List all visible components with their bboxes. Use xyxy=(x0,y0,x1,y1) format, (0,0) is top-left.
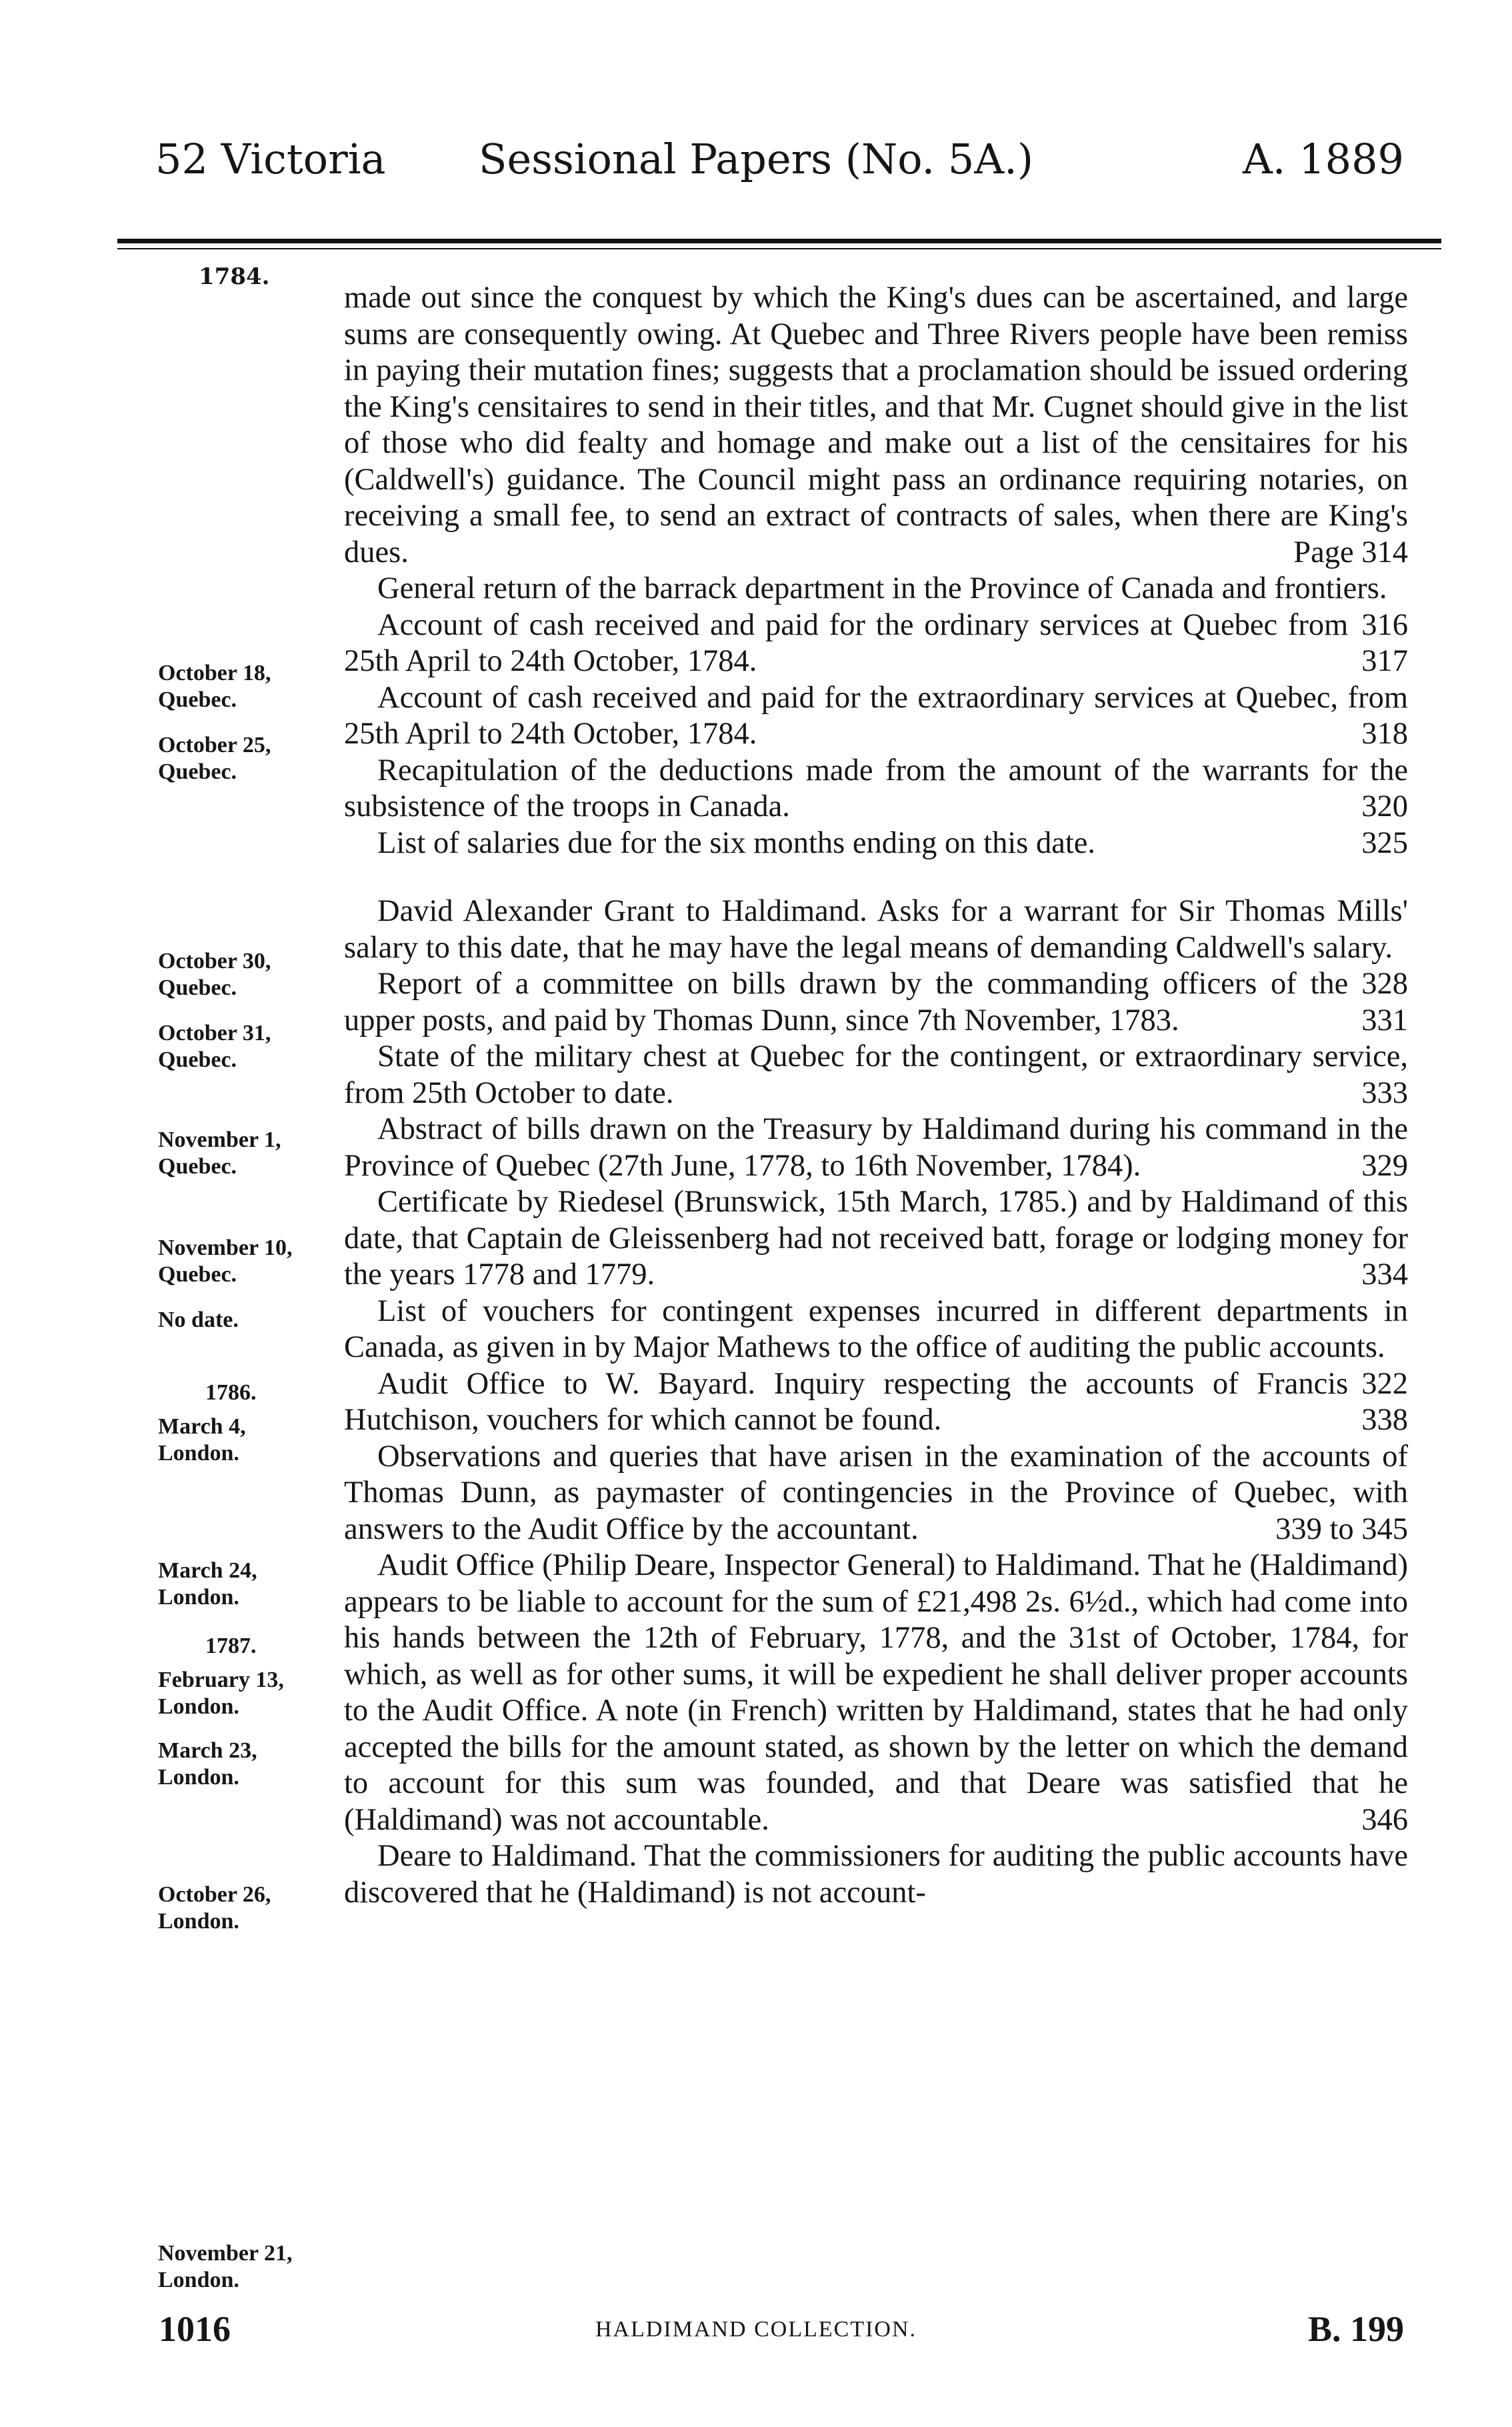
page-reference: 339 to 345 xyxy=(1275,1512,1408,1546)
margin-date: No date. xyxy=(158,1308,239,1332)
page-reference: 322 xyxy=(1361,1366,1408,1401)
calendar-entry: Abstract of bills drawn on the Treasury by Haldimand during his command in the Province of Quebec (27th June, 1778, to 16th November, 1784). 329 xyxy=(344,1111,1408,1184)
footer-collection: HALDIMAND COLLECTION. xyxy=(595,2317,917,2342)
calendar-body xyxy=(344,280,1408,1911)
page-reference: 329 xyxy=(1361,1148,1408,1183)
margin-date: November 1, Quebec. xyxy=(158,1127,281,1179)
margin-year: 1787. xyxy=(205,1634,257,1658)
page-reference: 317 xyxy=(1361,644,1408,678)
margin-date: October 31, Quebec. xyxy=(158,1021,271,1072)
margin-date: March 4, London. xyxy=(158,1414,246,1466)
calendar-entry: List of salaries due for the six months ending on this date. 325 xyxy=(344,825,1408,862)
calendar-entry: Deare to Haldimand. That the commissioners for auditing the public accounts have discovered that he (Haldimand) is not account- xyxy=(344,1839,1408,1910)
calendar-entry: Audit Office (Philip Deare, Inspector General) to Haldimand. That he (Haldimand) appears to be liable to account for the sum of £21,498 2s. 6½d., which had come into his hands between the 12th of February, 1778, and the 31st of October, 1784, for which, as well as for other sums, it will be expedient he shall deliver proper accounts to the Audit Office. A note (in French) written by Haldimand, states that he had only accepted the bills for the amount stated, as shown by the letter on which the demand to account for this sum was founded, and that Deare was satisfied that he (Haldimand) was not accountable. 346 xyxy=(344,1548,1408,1838)
margin-date: March 24, London. xyxy=(158,1558,257,1610)
calendar-entry: Account of cash received and paid for the ordinary services at Quebec from 25th April to 24th October, 1784. 317 xyxy=(344,607,1408,680)
header-rule-thin xyxy=(117,248,1441,249)
header-rule-thick xyxy=(117,239,1441,243)
margin-date: October 25, Quebec. xyxy=(158,733,271,784)
margin-date: October 18, Quebec. xyxy=(158,661,271,712)
calendar-entry: General return of the barrack department in the Province of Canada and frontiers. 316 xyxy=(344,571,1408,607)
top-year: 1784. xyxy=(199,263,270,290)
calendar-entry: State of the military chest at Quebec for the contingent, or extraordinary service, from 25th October to date. 333 xyxy=(344,1039,1408,1111)
margin-date: October 30, Quebec. xyxy=(158,949,271,1000)
footer-signature-mark: B. 199 xyxy=(1307,2309,1404,2349)
footer-page-number: 1016 xyxy=(159,2309,231,2349)
calendar-entry: Audit Office to W. Bayard. Inquiry respecting the accounts of Francis Hutchison, vouchers for which cannot be found. 338 xyxy=(344,1366,1408,1439)
margin-date: October 26, London. xyxy=(158,1882,271,1934)
page-reference: 338 xyxy=(1361,1403,1408,1437)
header-year: A. 1889 xyxy=(1243,135,1404,183)
header-session: 52 Victoria xyxy=(155,135,386,183)
margin-date: November 10, Quebec. xyxy=(158,1236,293,1287)
page-reference: 318 xyxy=(1361,717,1408,751)
page-reference: Page 314 xyxy=(1293,535,1408,569)
calendar-entry: Report of a committee on bills drawn by the commanding officers of the upper posts, and paid by Thomas Dunn, since 7th November, 1783. 331 xyxy=(344,966,1408,1039)
page-reference: 346 xyxy=(1361,1802,1408,1837)
calendar-entry: Observations and queries that have arisen in the examination of the accounts of Thomas Dunn, as paymaster of contingencies in the Province of Quebec, with answers to the Audit Office by the accountant. 339 to 345 xyxy=(344,1439,1408,1548)
page-reference: 333 xyxy=(1361,1075,1408,1110)
margin-year: 1786. xyxy=(205,1380,257,1405)
margin-date: March 23, London. xyxy=(158,1738,257,1790)
margin-date: November 21, London. xyxy=(158,2241,293,2292)
page-reference: 316 xyxy=(1361,607,1408,642)
header-title: Sessional Papers (No. 5A.) xyxy=(478,135,1034,183)
calendar-entry: List of vouchers for contingent expenses incurred in different departments in Canada, as given in by Major Mathews to the office of auditing the public accounts. 322 xyxy=(344,1294,1408,1366)
page-reference: 320 xyxy=(1361,789,1408,823)
page-reference: 325 xyxy=(1361,825,1408,860)
calendar-entry: Account of cash received and paid for the extraordinary services at Quebec, from 25th April to 24th October, 1784. 318 xyxy=(344,680,1408,753)
calendar-entry: Recapitulation of the deductions made from the amount of the warrants for the subsistence of the troops in Canada. 320 xyxy=(344,753,1408,825)
page-reference: 331 xyxy=(1361,1003,1408,1037)
page-reference: 328 xyxy=(1361,967,1408,1001)
page-reference: 334 xyxy=(1361,1258,1408,1292)
calendar-entry: made out since the conquest by which the King's dues can be ascertained, and large sums are consequently owing. At Quebec and Three Rivers people have been remiss in paying their mutation fines; suggests that a proclamation should be issued ordering the King's censitaires to send in their titles, and that Mr. Cugnet should give in the list of those who did fealty and homage and make out a list of the censitaires for his (Caldwell's) guidance. The Council might pass an ordinance requiring notaries, on receiving a small fee, to send an extract of contracts of sales, when there are King's dues. Page 314 xyxy=(344,280,1408,571)
calendar-entry: Certificate by Riedesel (Brunswick, 15th March, 1785.) and by Haldimand of this date, that Captain de Gleissenberg had not received batt, forage or lodging money for the years 1778 and 1779. 334 xyxy=(344,1184,1408,1294)
margin-date: February 13, London. xyxy=(158,1668,284,1719)
calendar-entry: David Alexander Grant to Haldimand. Asks for a warrant for Sir Thomas Mills' salary to this date, that he may have the legal means of demanding Caldwell's salary. 328 xyxy=(344,893,1408,966)
